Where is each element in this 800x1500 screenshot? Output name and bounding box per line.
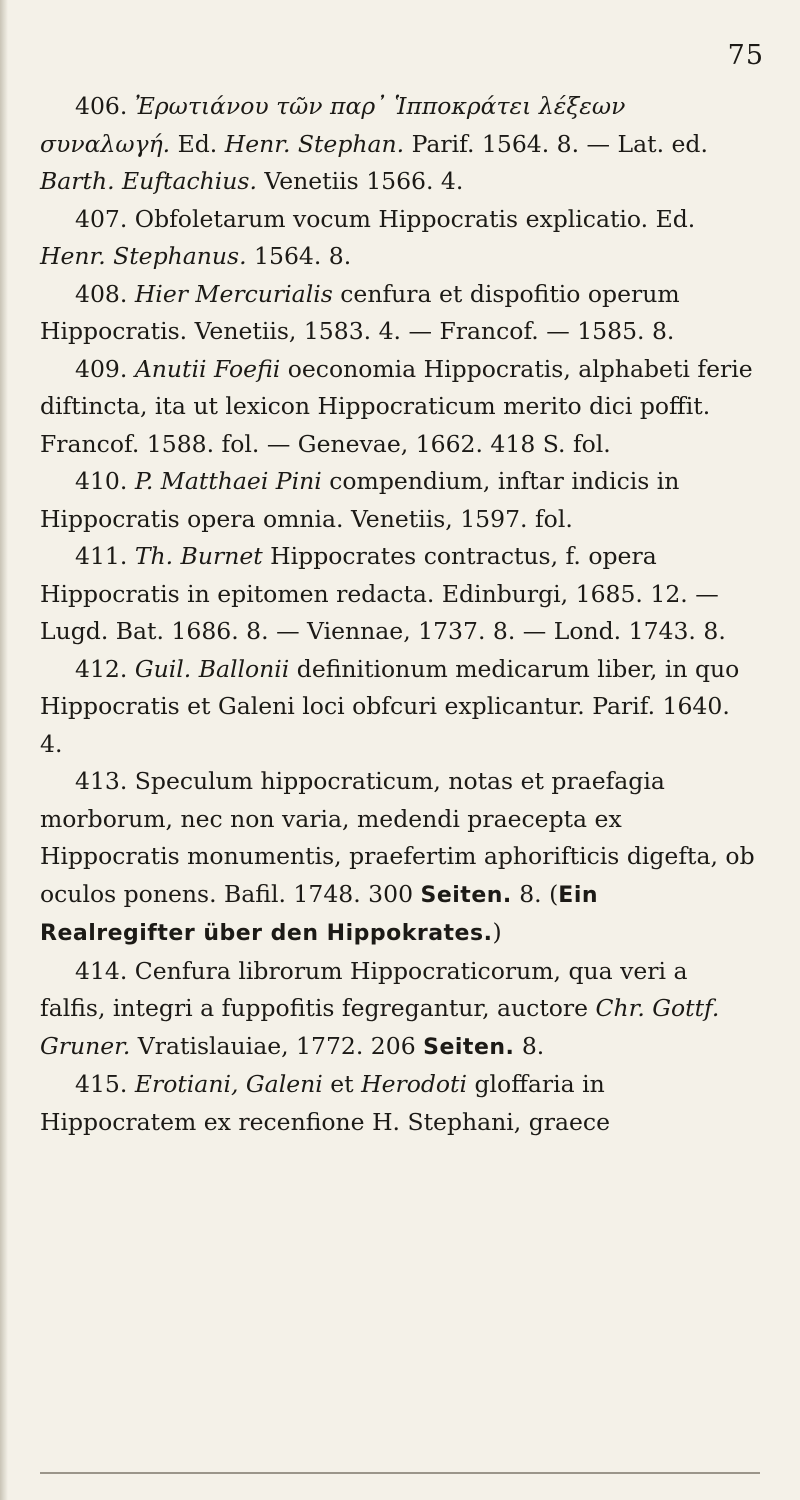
page-number: 75 [727, 40, 764, 71]
entry-407 [40, 201, 755, 276]
entry-author: Anutii Foefii [134, 354, 281, 383]
entry-author: Chr. Gottf. Gruner. [40, 994, 720, 1060]
entry-text: Ed. [170, 129, 225, 158]
entry-number: 415. [75, 1070, 128, 1098]
entry-415 [40, 1066, 755, 1141]
german-text: Ein Realregifter über den Hippokrates. [40, 882, 599, 946]
entry-406 [40, 88, 755, 201]
entry-text: Vratislauiae, 1772. 206 [130, 1031, 424, 1060]
entry-author: Henr. Stephan. [224, 129, 405, 158]
entry-number: 406. [75, 92, 128, 120]
german-text: Seiten. [423, 1034, 515, 1060]
entry-410 [40, 463, 755, 538]
entry-text: 8. ( [511, 879, 559, 908]
entry-text: definitionum medicarum liber, in quo Hippocratis et Galeni loci obfcuri explicantur. Parif. 1640. 4. [40, 654, 740, 758]
entry-text: Hippocrates contractus, f. opera Hippocratis in epitomen redacta. Edinburgi, 1685. 12. — Lugd. Bat. 1686. 8. — Viennae, 1737. 8. — Lond. 1743. 8. [40, 542, 726, 645]
entry-number: 410. [75, 467, 128, 495]
page-edge-shadow [0, 0, 8, 1500]
entry-411 [40, 538, 755, 651]
entry-408 [40, 276, 755, 351]
entry-412 [40, 651, 755, 764]
entry-text: Obfoletarum vocum Hippocratis explicatio. Ed. [127, 204, 696, 233]
entry-text: gloffaria in Hippocratem ex recenfione H. Stephani, graece [40, 1070, 610, 1136]
entry-number: 414. [75, 956, 128, 985]
entry-text: Cenfura librorum Hippocraticorum, qua veri a falfis, integri a fuppofitis fegregantur, auctore [40, 956, 688, 1022]
entry-text: 8. [514, 1031, 545, 1060]
entry-414 [40, 953, 755, 1067]
bibliography-text [40, 88, 755, 1141]
entry-text: oeconomia Hippocratis, alphabeti ferie diftincta, ita ut lexicon Hippocraticum merito dici poffit. Francof. 1588. fol. — Genevae, 1662. 418 S. fol. [40, 354, 753, 458]
german-text: Seiten. [420, 882, 512, 908]
entry-text [127, 1070, 134, 1098]
entry-number: 409. [75, 354, 128, 383]
entry-text [127, 467, 134, 495]
greek-title: Ἐρωτιάνου τῶν παρ᾿ Ἱπποκράτει λέξεων συναλωγή. [40, 92, 626, 158]
bottom-divider [40, 1472, 760, 1474]
entry-text: ) [492, 918, 502, 946]
entry-text: compendium, inftar indicis in Hippocratis opera omnia. Venetiis, 1597. fol. [40, 467, 680, 533]
entry-number: 412. [75, 654, 128, 683]
entry-413 [40, 763, 755, 953]
entry-text: Parif. 1564. 8. — Lat. ed. [404, 129, 708, 158]
entry-number: 407. [75, 204, 128, 233]
entry-text [127, 280, 134, 308]
entry-text [127, 355, 134, 383]
entry-author: Th. Burnet [134, 542, 263, 570]
entry-text [127, 542, 134, 570]
entry-text: Speculum hippocraticum, notas et praefagia morborum, nec non varia, medendi praecepta ex Hippocratis monumentis, praefertim aphorifticis digefta, ob oculos ponens. Bafil. 1748. 300 [40, 767, 755, 908]
entry-author: Herodoti [361, 1070, 468, 1098]
entry-text: 1564. 8. [246, 242, 352, 270]
entry-number: 408. [75, 279, 128, 308]
entry-number: 411. [75, 542, 128, 570]
entry-text: cenfura et dispofitio operum Hippocratis. Venetiis, 1583. 4. — Francof. — 1585. 8. [40, 279, 680, 345]
entry-text: Venetiis 1566. 4. [256, 167, 464, 195]
entry-text: et [322, 1070, 362, 1098]
entry-text [127, 655, 134, 683]
entry-author: Guil. Ballonii [134, 654, 290, 683]
entry-author: Barth. Euftachius. [40, 167, 257, 195]
entry-author: Hier Mercurialis [134, 279, 333, 308]
entry-author: Erotiani, Galeni [134, 1070, 323, 1098]
entry-409 [40, 351, 755, 464]
entry-number: 413. [75, 767, 128, 795]
entry-author: Henr. Stephanus. [40, 242, 247, 270]
entry-author: P. Matthaei Pini [134, 467, 322, 495]
